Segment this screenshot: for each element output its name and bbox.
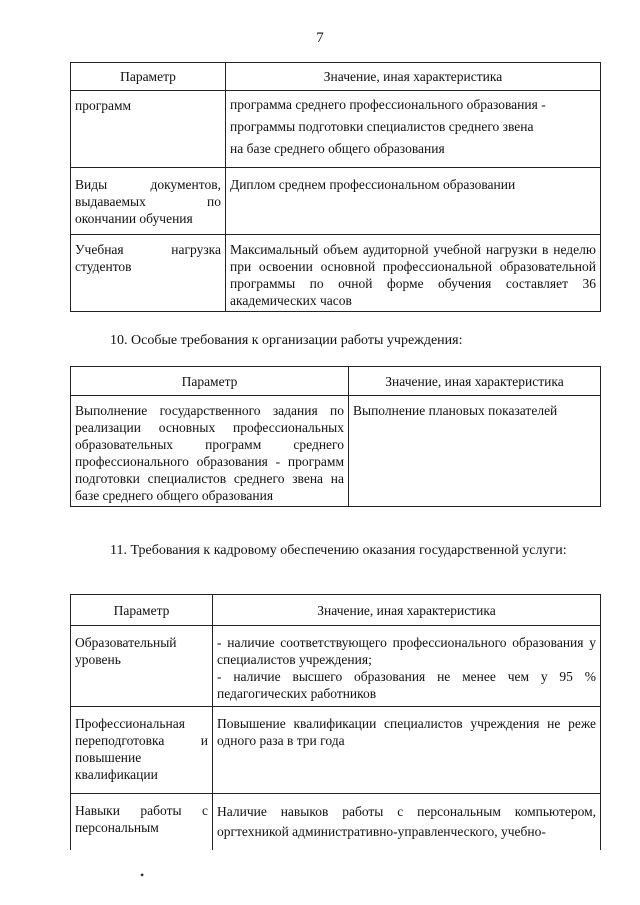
section-11-heading: 11. Требования к кадровому обеспечению оказания государственной услуги: [110, 543, 567, 558]
param-line: Учебная нагрузка [75, 242, 221, 257]
table-row [71, 794, 601, 851]
param-text: программ [75, 98, 132, 113]
param-line: переподготовка и [75, 733, 208, 748]
table-row [71, 235, 601, 312]
param-line: уровень [75, 652, 121, 667]
table-row [71, 626, 601, 707]
param-line: выдаваемых по [75, 194, 221, 209]
value-text: Наличие навыков работы с персональным компьютером, оргтехникой административно-управленческого, учебно- [217, 804, 596, 839]
param-line: Профессиональная [75, 716, 185, 731]
table-program-parameters [70, 62, 601, 312]
header-parameter: Параметр [71, 63, 226, 91]
param-cell [71, 626, 213, 707]
param-cell [71, 396, 349, 507]
table-row [71, 91, 601, 168]
value-text: Диплом среднем профессиональном образовании [230, 177, 516, 192]
param-line: Навыки работы с [75, 803, 208, 818]
value-text: Повышение квалификации специалистов учреждения не реже одного раза в три года [217, 716, 596, 748]
page-number: 7 [316, 30, 324, 46]
param-line: квалификации [75, 767, 158, 782]
param-line: Образовательный [75, 635, 177, 650]
param-cell [71, 235, 226, 312]
header-value: Значение, иная характеристика [226, 63, 601, 91]
header-value: Значение, иная характеристика [349, 367, 601, 396]
param-line: Виды документов, [75, 177, 221, 192]
param-line: персональным [75, 820, 159, 835]
value-cell [213, 794, 601, 851]
value-cell [226, 168, 601, 235]
table-staffing-requirements [70, 594, 601, 850]
param-text: Выполнение государственного задания по реализации основных профессиональных образовательных программ среднего профессионального образования - программ подготовки специалистов среднего звена на базе среднего общего образования [75, 403, 344, 503]
value-cell [226, 91, 601, 168]
param-line: окончании обучения [75, 211, 193, 226]
table-header-row [71, 367, 601, 396]
value-line: на базе среднего общего образования [230, 141, 445, 156]
param-line: студентов [75, 259, 132, 274]
value-line: программа среднего профессионального образования - [230, 97, 546, 112]
header-value: Значение, иная характеристика [213, 595, 601, 626]
value-line: программы подготовки специалистов среднего звена [230, 119, 534, 134]
table-row [71, 168, 601, 235]
param-line: повышение [75, 750, 142, 765]
value-line: - наличие соответствующего профессионального образования у специалистов учреждения; [217, 635, 596, 667]
header-parameter: Параметр [71, 367, 349, 396]
value-line: - наличие высшего образования не менее чем у 95 % педагогических работников [217, 669, 596, 701]
value-cell [213, 707, 601, 794]
value-cell [226, 235, 601, 312]
section-10-heading: 10. Особые требования к организации работы учреждения: [110, 333, 463, 348]
table-header-row [71, 63, 601, 91]
param-cell [71, 91, 226, 168]
table-organization-requirements [70, 366, 601, 507]
value-text: Выполнение плановых показателей [353, 403, 558, 418]
table-row [71, 396, 601, 507]
table-header-row [71, 595, 601, 626]
scan-dot: • [140, 868, 145, 882]
param-cell [71, 707, 213, 794]
table-row [71, 707, 601, 794]
param-cell [71, 168, 226, 235]
value-cell [349, 396, 601, 507]
header-parameter: Параметр [71, 595, 213, 626]
value-text: Максимальный объем аудиторной учебной нагрузки в неделю при освоении основной профессиональной образовательной программы по очной форме обучения составляет 36 академических часов [230, 242, 596, 308]
value-cell [213, 626, 601, 707]
param-cell [71, 794, 213, 851]
